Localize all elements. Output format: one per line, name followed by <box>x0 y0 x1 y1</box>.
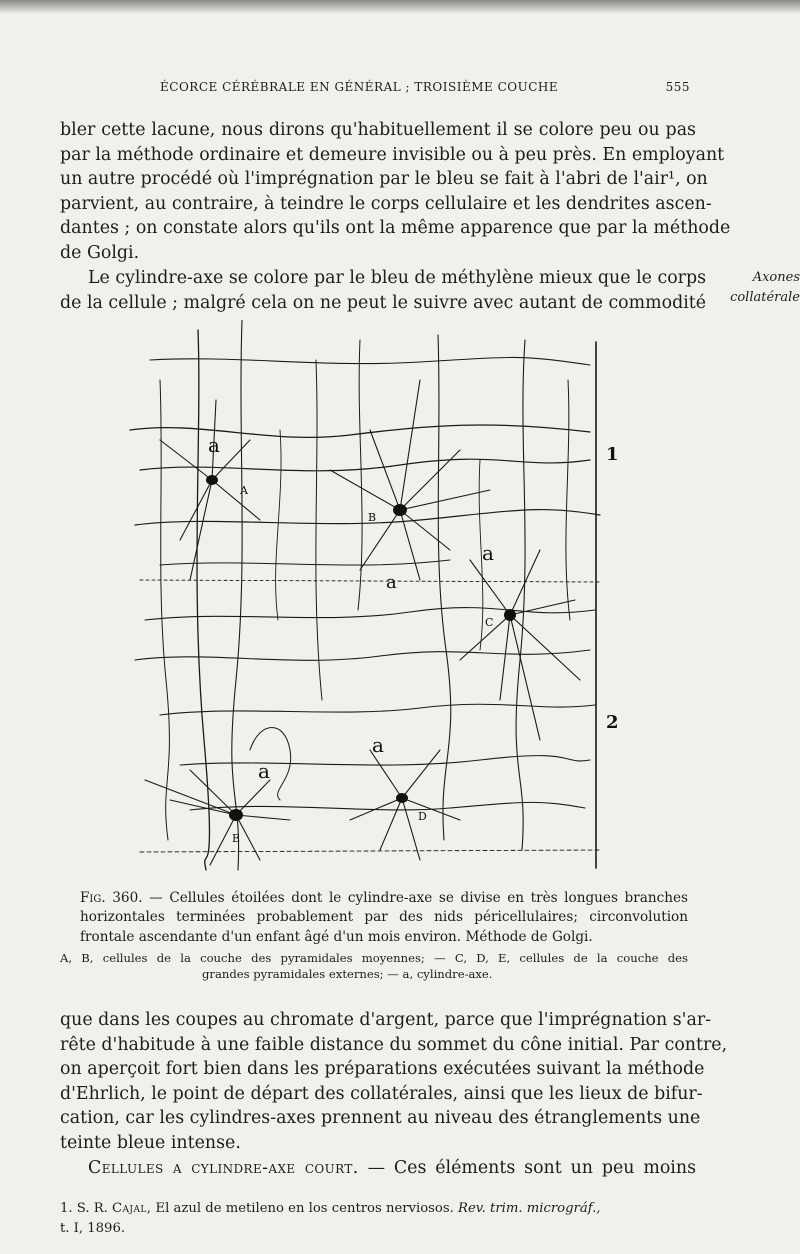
text-line: bler cette lacune, nous dirons qu'habituellement il se colore peu ou pas <box>60 120 696 140</box>
label-axon: a <box>208 433 220 457</box>
text-line: par la méthode ordinaire et demeure invisible ou à peu près. En employant <box>60 144 725 165</box>
label-cell-a: A <box>240 484 248 497</box>
text-line: cation, car les cylindres-axes prennent au niveau des étranglements une <box>60 1108 701 1129</box>
text-line: rête d'habitude à une faible distance du sommet du cône initial. Par contre, <box>60 1034 728 1055</box>
footnote-text: El azul de metileno en los centros nerviosos. <box>151 1201 459 1216</box>
footnote-author: Cajal, <box>112 1201 152 1216</box>
text-line: d'Ehrlich, le point de départ des collatérales, ainsi que les lieux de bifur- <box>60 1083 703 1104</box>
margin-note-line: collatérale <box>730 290 800 305</box>
figure-360 <box>120 320 630 880</box>
label-cell-d: D <box>418 810 427 823</box>
label-cell-b: B <box>368 511 377 524</box>
text-line: un autre procédé où l'imprégnation par le bleu se fait à l'abri de l'air¹, on <box>60 169 708 190</box>
cell-body-c <box>504 609 516 621</box>
paragraph-1 <box>60 118 731 266</box>
cell-body-b <box>393 504 407 516</box>
caption-lead: Fig. 360. — <box>80 890 163 906</box>
text-line: dantes ; on constate alors qu'ils ont la même apparence que par la méthode <box>60 218 731 239</box>
footnote-journal: Rev. trim. micrográf., <box>458 1201 601 1216</box>
figure-key-line: grandes pyramidales externes; — a, cylindre-axe. <box>202 966 493 981</box>
footnote <box>60 1199 696 1239</box>
label-axon: a <box>386 572 397 593</box>
margin-note-line: Axones <box>752 270 800 285</box>
neuron-fibres <box>130 320 600 870</box>
paragraph-2 <box>60 266 707 315</box>
figure-caption <box>80 889 688 947</box>
cell-body-a <box>206 475 218 485</box>
text-line: Le cylindre-axe se colore par le bleu de méthylène mieux que le corps <box>88 268 707 288</box>
paragraph-4 <box>60 1156 696 1181</box>
caption-line <box>80 889 688 908</box>
label-cell-e: E <box>232 832 241 845</box>
text-line: de la cellule ; malgré cela on ne peut le suivre avec autant de commodité <box>60 292 707 313</box>
figure-key <box>60 951 688 982</box>
text-line: que dans les coupes au chromate d'argent, parce que l'imprégnation s'ar- <box>60 1010 712 1030</box>
label-axon: a <box>482 541 494 565</box>
label-layer-2: 2 <box>606 712 619 733</box>
paragraph-3 <box>60 1008 728 1156</box>
footnote-line <box>60 1199 696 1219</box>
footnote-marker: 1. S. R. <box>60 1201 108 1216</box>
caption-line: horizontales terminées probablement par des nids péricellulaires; circonvolution <box>80 909 688 926</box>
cell-body-e <box>229 809 243 821</box>
text-line <box>60 1156 696 1181</box>
cell-bodies <box>206 475 516 821</box>
paragraph-text: — Ces éléments sont un peu moins <box>358 1158 696 1178</box>
caption-line: frontale ascendante d'un enfant âgé d'un mois environ. Méthode de Golgi. <box>80 928 593 945</box>
cell-body-d <box>396 793 408 803</box>
text-line: de Golgi. <box>60 242 140 263</box>
figure-key-line: A, B, cellules de la couche des pyramidales moyennes; — C, D, E, cellules de la couche des <box>60 951 688 965</box>
label-axon: a <box>372 733 384 757</box>
footnote-line: t. I, 1896. <box>60 1220 126 1236</box>
neuron-illustration <box>120 320 630 880</box>
label-cell-c: C <box>485 616 494 629</box>
label-axon: a <box>258 759 270 783</box>
running-head-title: ÉCORCE CÉRÉBRALE EN GÉNÉRAL ; TROISIÈME COUCHE <box>160 80 559 94</box>
section-heading: Cellules a cylindre-axe court. <box>88 1158 359 1178</box>
text-line: on aperçoit fort bien dans les préparations exécutées suivant la méthode <box>60 1059 705 1080</box>
margin-note <box>696 268 800 308</box>
text-line: parvient, au contraire, à teindre le corps cellulaire et les dendrites ascen- <box>60 193 712 214</box>
label-layer-1: 1 <box>606 444 619 465</box>
page-number: 555 <box>665 80 690 94</box>
text-line: teinte bleue intense. <box>60 1132 241 1153</box>
caption-text: Cellules étoilées dont le cylindre-axe se divise en très longues branches <box>169 890 688 906</box>
